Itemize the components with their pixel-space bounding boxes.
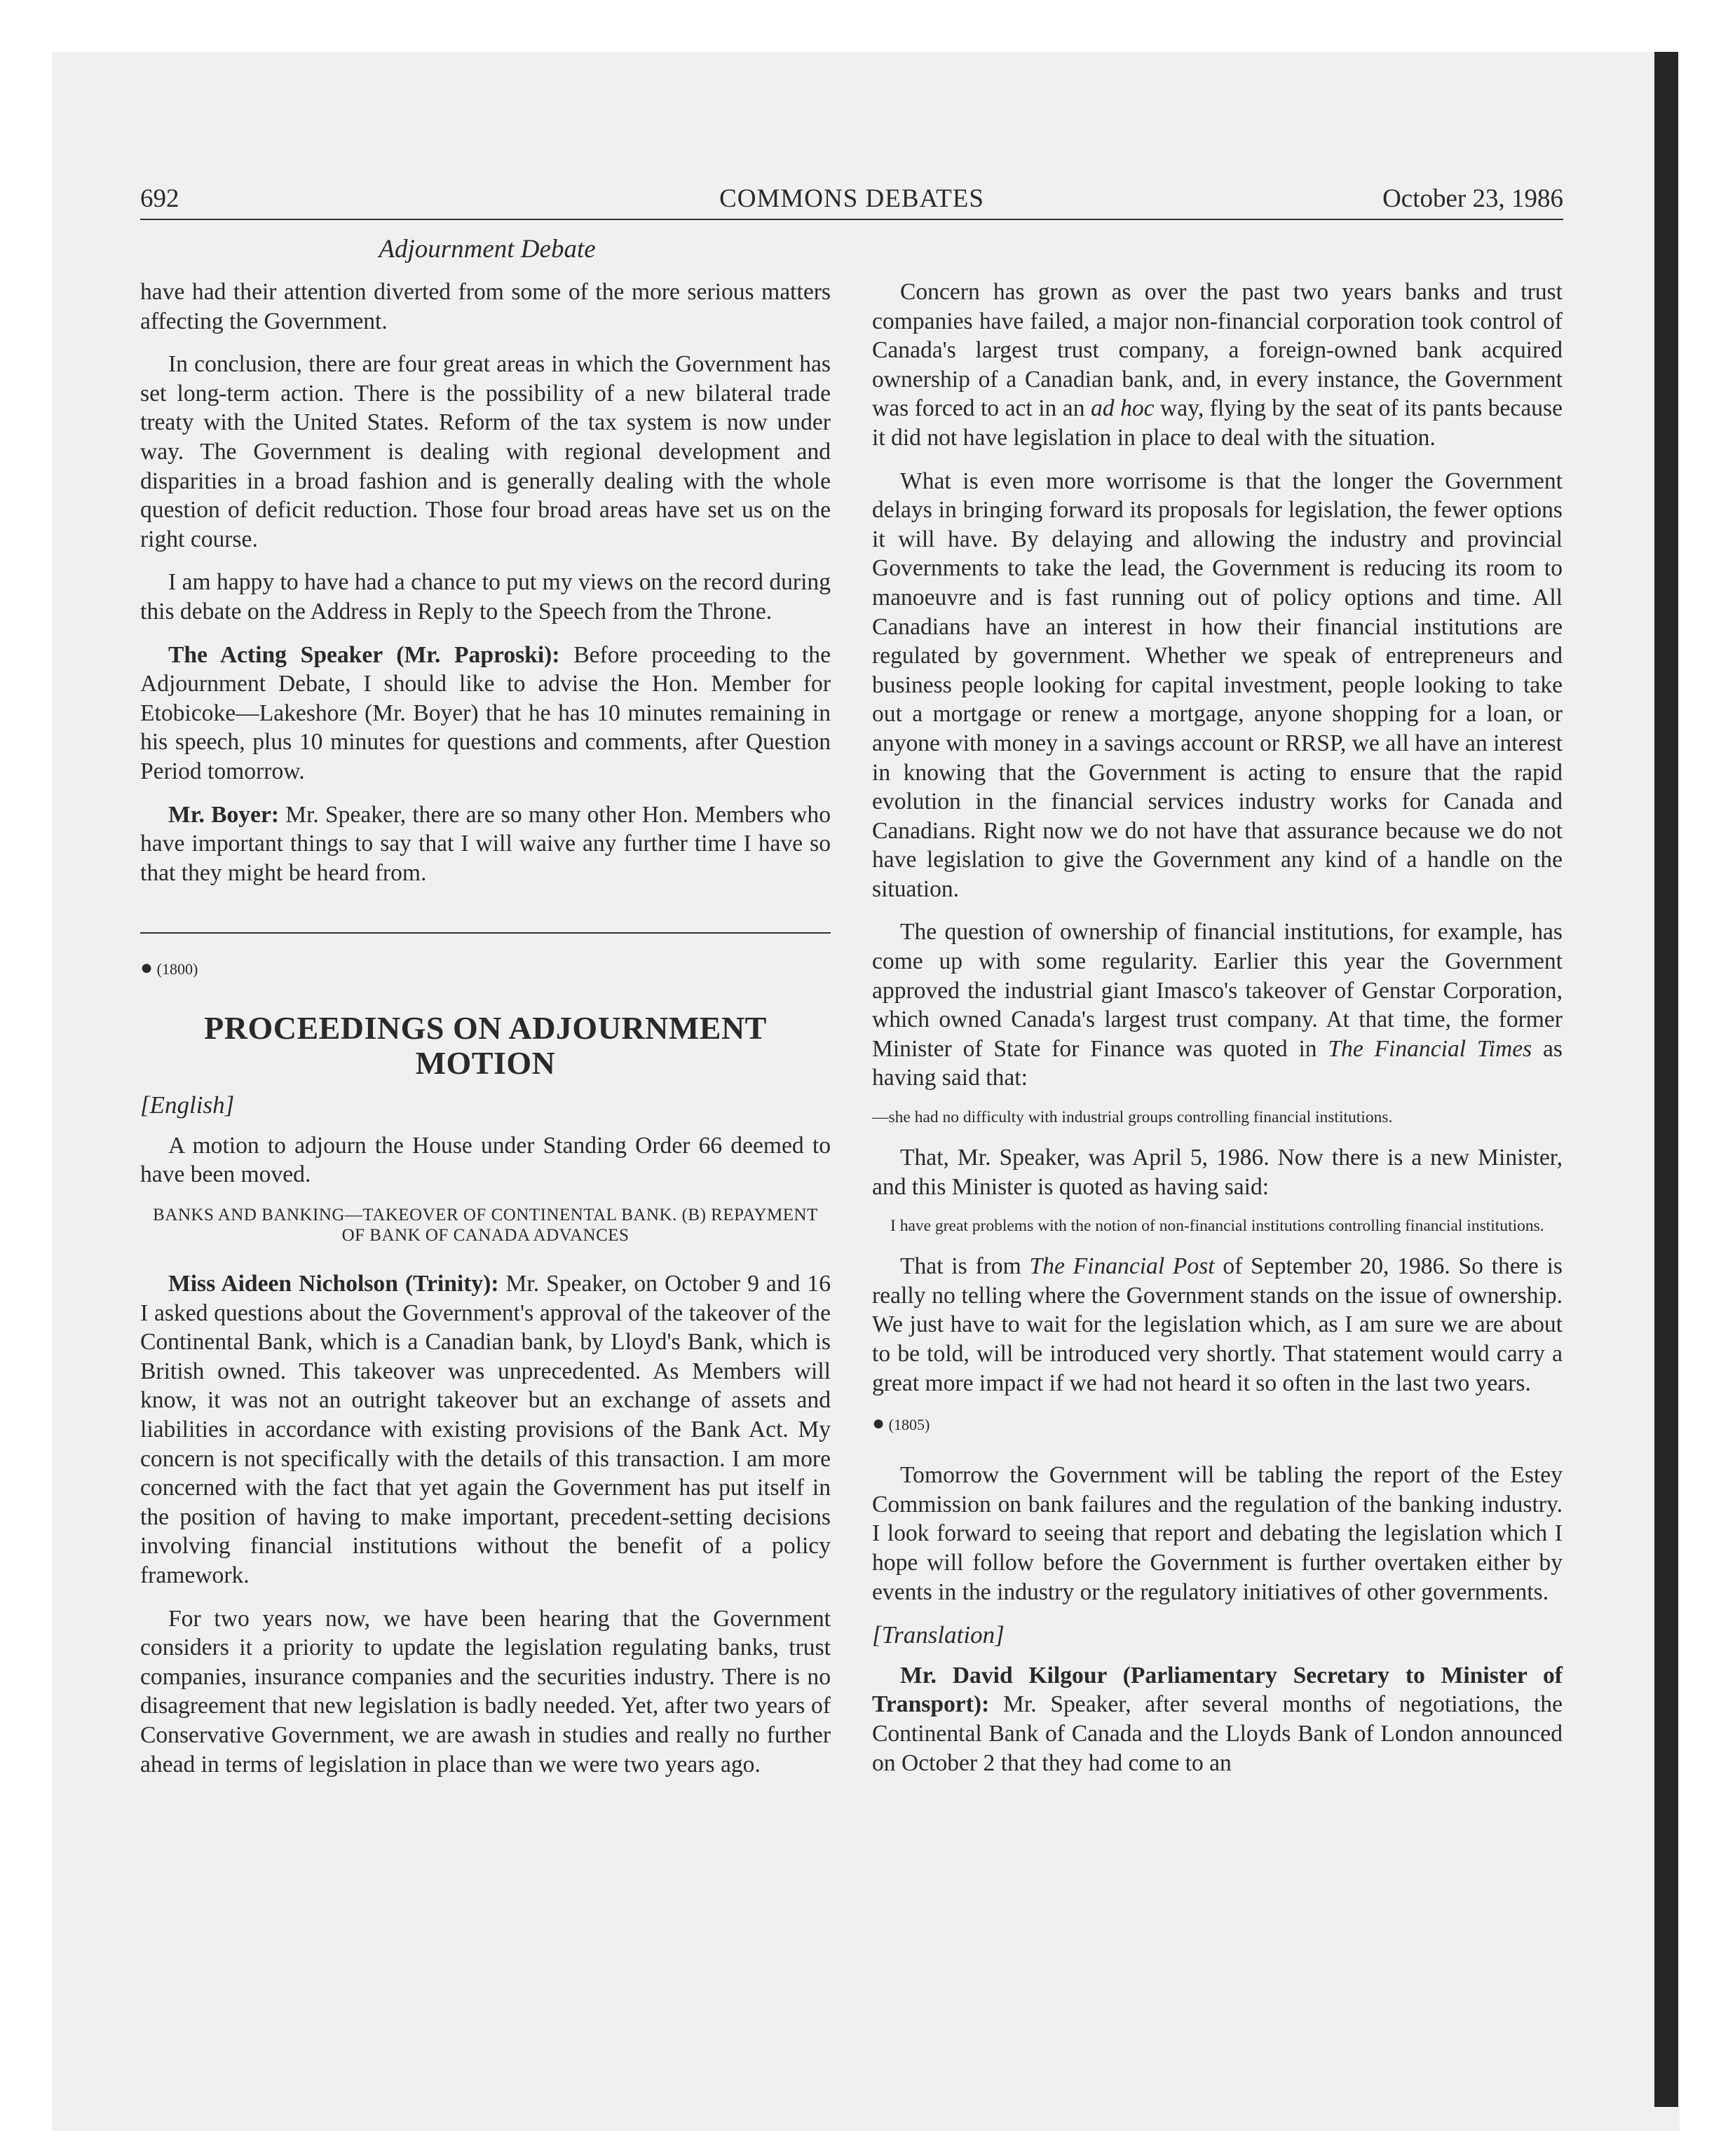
speaker-name: Mr. David Kilgour (Parliamentary Secretary to Minister of Transport): [872,1662,1563,1718]
left-column [140,278,831,1793]
time-marker [872,1413,1563,1435]
paragraph: Concern has grown as over the past two years banks and trust companies have failed, a major non-financial corporation took control of Canada's largest trust company, a foreign-owned bank acquired ownership of a Canadian bank, and, in every instance, the Government was forced to act in an ad hoc way, flying by the seat of its pants because it did not have legislation in place to deal with the situation. [872,279,1563,451]
document-page [140,184,1563,1778]
time-marker-text: (1800) [156,960,198,978]
section-divider [140,932,831,934]
paragraph: I am happy to have had a chance to put my views on the record during this debate on the Address in Reply to the Speech from the Throne. [140,569,831,625]
block-quote: I have great problems with the notion of non-financial institutions controlling financial institutions. [890,1217,1544,1236]
page-number: 692 [140,184,179,213]
paragraph: Tomorrow the Government will be tabling the report of the Estey Commission on bank failures and the regulation of the banking industry. I look forward to seeing that report and debating the legislation which I hope will follow before the Government is further overtaken either by events in the industry or the regulatory initiatives of other governments. [872,1462,1563,1605]
publication-name: The Financial Post [1029,1253,1215,1280]
speech-text: Mr. Speaker, after several months of negotiations, the Continental Bank of Canada and the Lloyds Bank of London announced on October 2 that they had come to an [872,1691,1563,1776]
page-header [140,184,1563,220]
paragraph [140,800,831,888]
section-title: PROCEEDINGS ON ADJOURNMENT MOTION [204,1010,767,1082]
bullet-icon: ● [140,956,154,980]
block-quote: —she had no difficulty with industrial groups controlling financial institutions. [872,1108,1393,1127]
speaker-name: Miss Aideen Nicholson (Trinity): [168,1271,499,1297]
publication-name: The Financial Times [1328,1035,1532,1062]
paragraph: A motion to adjourn the House under Standing Order 66 deemed to have been moved. [140,1132,831,1188]
paragraph [140,641,831,786]
speaker-name: The Acting Speaker (Mr. Paproski): [168,641,560,668]
paragraph [872,1661,1563,1778]
paragraph [140,1269,831,1590]
paragraph: What is even more worrisome is that the longer the Government delays in bringing forward its proposals for legislation, the fewer options it will have. By delaying and allowing the industry and provincial Governments to take the lead, the Government is reducing its room to manoeuvre and is fast running out of policy options and time. All Canadians have an interest in how their financial institutions are regulated by government. Whether we speak of entrepreneurs and business people looking for capital investment, people looking to take out a mortgage or renew a mortgage, anyone shopping for a loan, or anyone with money in a savings account or RRSP, we all have an interest in knowing that the Government is acting to ensure that the rapid evolution in the financial services industry works for Canada and Canadians. Right now we do not have that assurance because we do not have legislation to give the Government any kind of a handle on the situation. [872,468,1563,902]
time-marker-text: (1805) [888,1416,930,1434]
speech-text: Before proceeding to the Adjournment Debate, I should like to advise the Hon. Member for Etobicoke—Lakeshore (Mr. Boyer) that he has 10 minutes remaining in his speech, plus 10 minutes for questions and comments, after Question Period tomorrow. [140,641,831,784]
binding-edge [1654,52,1678,2107]
speech-text: Mr. Speaker, there are so many other Hon. Members who have important things to say that I will waive any further time I have so that they might be heard from. [140,801,831,886]
paragraph: That is from The Financial Post of September 20, 1986. So there is really no telling where the Government stands on the issue of ownership. We just have to wait for the legislation which, as I am sure we are about to be told, will be introduced very shortly. That statement would carry a great more impact if we had not heard it so often in the last two years. [872,1253,1563,1396]
bullet-icon: ● [872,1412,885,1435]
speaker-name: Mr. Boyer: [168,801,280,828]
paragraph: For two years now, we have been hearing that the Government considers it a priority to update the legislation regulating banks, trust companies, insurance companies and the securities industry. There is no disagreement that new legislation is badly needed. Yet, after two years of Conservative Government, we are awash in studies and really no further ahead in terms of legislation in place than we were two years ago. [140,1605,831,1778]
paragraph: The question of ownership of financial institutions, for example, has come up with some regularity. Earlier this year the Government approved the industrial giant Imasco's takeover of Genstar Corporation, which owned Canada's largest trust company. At that time, the former Minister of State for Finance was quoted in The Financial Times as having said that: [872,919,1563,1091]
section-subhead: Adjournment Debate [379,235,596,264]
page-date: October 23, 1986 [1382,184,1563,213]
paragraph: In conclusion, there are four great areas in which the Government has set long-term action. There is the possibility of a new bilateral trade treaty with the United States. Reform of the tax system is now under way. The Government is dealing with regional development and disparities in a broad fashion and is generally dealing with the whole question of deficit reduction. Those four broad areas have set us on the right course. [140,351,831,552]
speech-text: Mr. Speaker, on October 9 and 16 I asked questions about the Government's approval of the takeover of the Continental Bank, which is a Canadian bank, by Lloyd's Bank, which is British owned. This takeover was unprecedented. As Members will know, it was not an outright takeover but an exchange of assets and liabilities in accordance with existing provisions of the Bank Act. My concern is not specifically with the details of this transaction. I am more concerned with the fact that yet again the Government has put itself in the position of having to make important, precedent-setting decisions involving financial institutions without the benefit of a policy framework. [140,1271,831,1588]
paragraph: That, Mr. Speaker, was April 5, 1986. Now there is a new Minister, and this Minister is quoted as having said: [872,1145,1563,1200]
time-marker [140,957,831,980]
paragraph: have had their attention diverted from some of the more serious matters affecting the Government. [140,279,831,334]
italic-term: ad hoc [1091,395,1155,422]
topic-heading: BANKS AND BANKING—TAKEOVER OF CONTINENTAL BANK. (B) REPAYMENT OF BANK OF CANADA ADVANCES [153,1206,818,1246]
publication-title: COMMONS DEBATES [719,184,984,213]
language-tag: [English] [140,1091,235,1119]
right-column [872,278,1563,1792]
language-tag: [Translation] [872,1621,1005,1649]
